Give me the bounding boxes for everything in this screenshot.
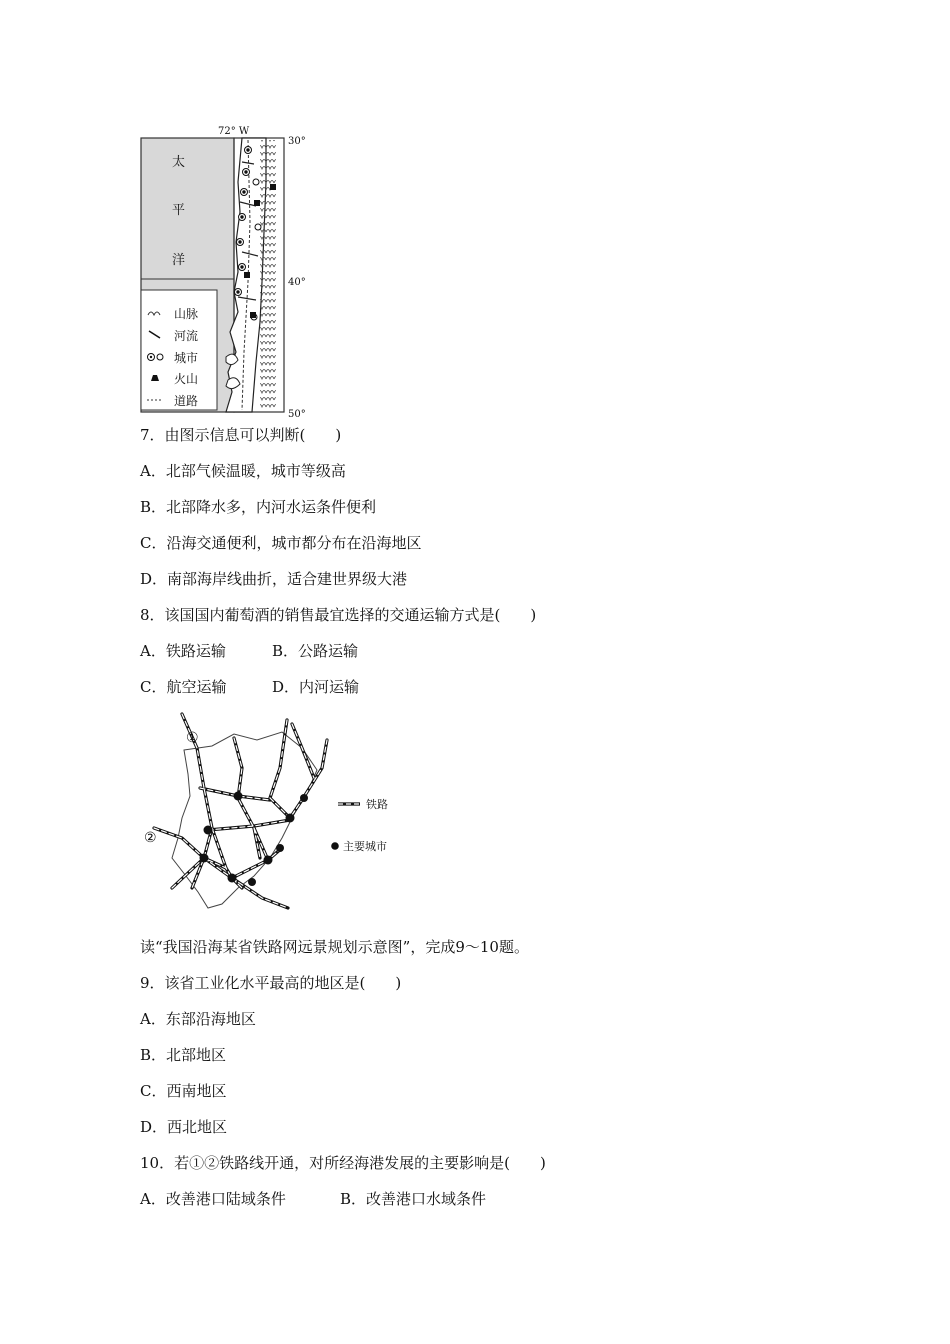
- ocean-char-3: 洋: [172, 253, 186, 268]
- city-legend-icon: [331, 842, 339, 850]
- legend-label-city: 城市: [174, 351, 199, 365]
- legend-label-road: 道路: [174, 394, 199, 408]
- map2-legend: [331, 797, 388, 853]
- q8-option-d: D．内河运输: [272, 678, 360, 696]
- q10-option-b: B．改善港口水域条件: [340, 1190, 487, 1208]
- q8-option-c: C．航空运输: [140, 678, 227, 696]
- q8-stem: 8．该国国内葡萄酒的销售最宜选择的交通运输方式是( ): [140, 606, 537, 624]
- q8-option-a: A．铁路运输: [140, 642, 226, 660]
- q7-option-b: B．北部降水多，内河水运条件便利: [140, 498, 377, 516]
- lat-label-40: 40°: [288, 277, 306, 288]
- q8-option-b: B．公路运输: [272, 642, 359, 660]
- route-marker-2: ②: [144, 830, 157, 846]
- q9-stem: 9．该省工业化水平最高的地区是( ): [140, 974, 402, 992]
- q9-option-d: D．西北地区: [140, 1118, 228, 1136]
- q7-option-c: C．沿海交通便利，城市都分布在沿海地区: [140, 534, 422, 552]
- legend-label-mountain: 山脉: [174, 307, 199, 321]
- longitude-label: 72° W: [218, 126, 250, 137]
- q9-option-b: B．北部地区: [140, 1046, 227, 1064]
- q7-option-a: A．北部气候温暖，城市等级高: [140, 462, 346, 480]
- railway-map: [142, 708, 402, 918]
- lat-label-50: 50°: [288, 409, 306, 420]
- intro-text: 读“我国沿海某省铁路网远景规划示意图”，完成9～10题。: [140, 938, 529, 956]
- legend-label-river: 河流: [174, 329, 199, 343]
- legend-label-major-city: 主要城市: [343, 840, 387, 853]
- q9-option-a: A．东部沿海地区: [140, 1010, 256, 1028]
- q7-option-d: D．南部海岸线曲折，适合建世界级大港: [140, 570, 408, 588]
- legend-label-rail: 铁路: [366, 798, 388, 811]
- q7-stem: 7．由图示信息可以判断( ): [140, 426, 342, 444]
- q10-option-a: A．改善港口陆域条件: [140, 1190, 286, 1208]
- q10-stem: 10．若①②铁路线开通，对所经海港发展的主要影响是( ): [140, 1154, 546, 1172]
- ocean-char-1: 太: [172, 155, 186, 170]
- andes-mountains: [260, 140, 276, 410]
- lat-label-30: 30°: [288, 136, 306, 147]
- legend-label-volcano: 火山: [174, 372, 199, 386]
- map1-legend: [141, 290, 217, 410]
- ocean-char-2: 平: [172, 203, 186, 218]
- route-marker-1: ①: [186, 730, 199, 746]
- q9-option-c: C．西南地区: [140, 1082, 227, 1100]
- chile-map: [138, 122, 328, 422]
